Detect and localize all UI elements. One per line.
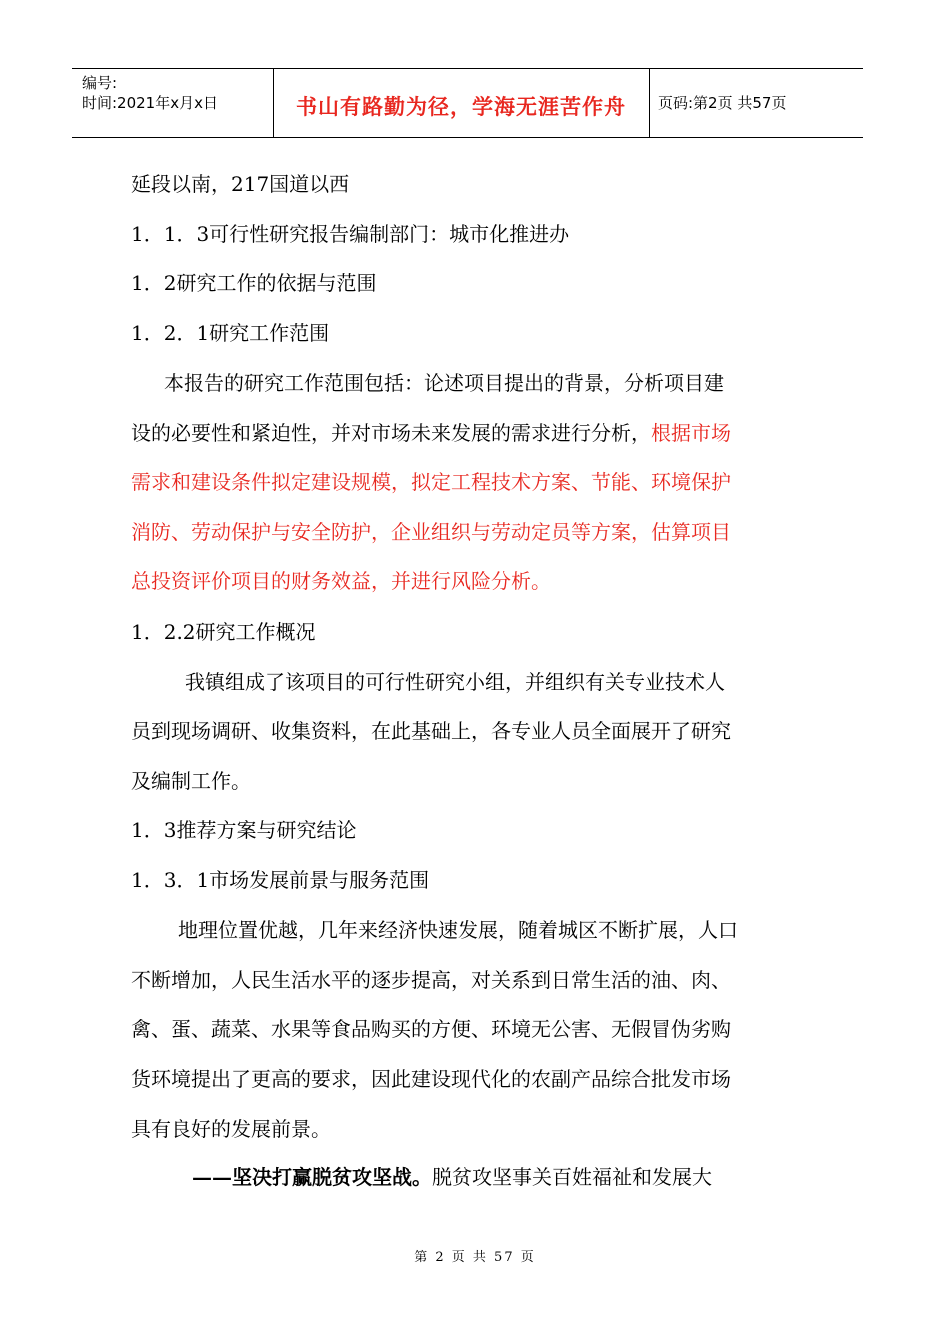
motto-text: 书山有路勤为径，学海无涯苦作舟 [296, 95, 626, 119]
section-heading: 1．3．1市场发展前景与服务范围 [131, 868, 430, 892]
section-heading: 1．1．3可行性研究报告编制部门：城市化推进办 [131, 222, 570, 246]
paragraph-text: 脱贫攻坚事关百姓福祉和发展大 [432, 1165, 712, 1189]
paragraph-line: 本报告的研究工作范围包括：论述项目提出的背景，分析项目建 [164, 371, 724, 395]
paragraph-line [192, 1163, 712, 1191]
page-footer: 第 2 页 共 57 页 [414, 1250, 536, 1265]
paragraph-line: 员到现场调研、收集资料，在此基础上，各专业人员全面展开了研究 [131, 719, 731, 743]
paragraph-text: 设的必要性和紧迫性，并对市场未来发展的需求进行分析， [131, 421, 651, 445]
paragraph-line: 货环境提出了更高的要求，因此建设现代化的农副产品综合批发市场 [131, 1067, 731, 1091]
section-heading: 1．2．1研究工作范围 [131, 321, 330, 345]
highlighted-line: 消防、劳动保护与安全防护，企业组织与劳动定员等方案，估算项目 [131, 520, 731, 544]
header-page-cell [650, 69, 863, 137]
page-number-label: 页码:第2页 共57页 [658, 94, 787, 112]
paragraph-line: 具有良好的发展前景。 [131, 1117, 331, 1141]
document-time-label: 时间:2021年x月x日 [82, 94, 218, 112]
header-motto-cell [273, 69, 650, 137]
document-number-label: 编号: [82, 74, 118, 92]
highlighted-line: 总投资评价项目的财务效益，并进行风险分析。 [131, 569, 551, 593]
section-heading: 1．2.2研究工作概况 [131, 620, 316, 644]
highlighted-text: 根据市场 [651, 421, 731, 445]
paragraph-line [131, 419, 731, 447]
section-heading: 1．2研究工作的依据与范围 [131, 271, 377, 295]
paragraph-line: 不断增加，人民生活水平的逐步提高，对关系到日常生活的油、肉、 [131, 968, 731, 992]
paragraph-line: 禽、蛋、蔬菜、水果等食品购买的方便、环境无公害、无假冒伪劣购 [131, 1017, 731, 1041]
paragraph-line: 地理位置优越，几年来经济快速发展，随着城区不断扩展，人口 [178, 918, 738, 942]
paragraph-line: 及编制工作。 [131, 769, 251, 793]
paragraph-line: 我镇组成了该项目的可行性研究小组，并组织有关专业技术人 [185, 670, 725, 694]
section-heading: 1．3推荐方案与研究结论 [131, 818, 357, 842]
text-line: 延段以南，217国道以西 [131, 172, 350, 196]
header-info-cell [72, 69, 274, 137]
highlighted-line: 需求和建设条件拟定建设规模，拟定工程技术方案、节能、环境保护 [131, 470, 731, 494]
bold-lead-text: ——坚决打赢脱贫攻坚战。 [192, 1165, 432, 1189]
header-table [72, 68, 863, 138]
